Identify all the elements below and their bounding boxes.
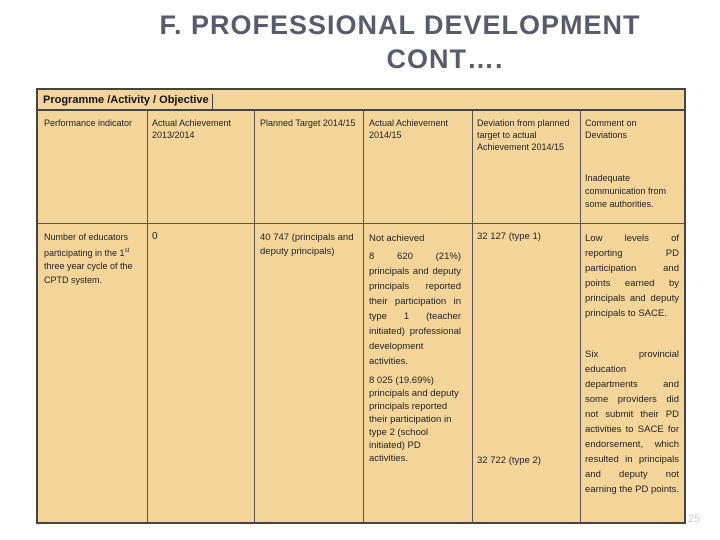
column-divider [363,111,364,522]
actual-2014-type2: 8 025 (19.69%) principals and deputy principals reported their participation in type 2 (school initiated) PD activities. [369,375,459,464]
header-deviation: Deviation from planned target to actual Achievement 2014/15 [477,118,570,152]
planned-target-value: 40 747 (principals and deputy principals) [260,232,354,257]
deviation-table [36,88,686,524]
deviation-type1: 32 127 (type 1) [477,231,541,242]
header-planned-target: Planned Target 2014/15 [260,118,356,128]
row-divider [38,223,684,224]
header-performance-indicator: Performance indicator [44,118,133,128]
page-title [120,8,680,76]
actual-2014-type1: 8 620 (21%) principals and deputy principals reported their participation in type 1 (teacher initiated) professional development activities. [369,251,461,367]
comment-reporting: Low levels of reporting PD participation and points earned by principals and deputy principals to SACE. [585,233,679,319]
column-divider [580,111,581,522]
title-line-2: CONT…. [386,44,504,74]
comment-submission: Six provincial education departments and some providers did not submit their PD activities to SACE for endorsement, which resulted in principals and deputy not earning the PD points. [585,349,680,495]
slide-number: 25 [688,513,701,525]
actual-2014-cell [369,231,461,465]
indicator-cell: Number of educators participating in the 1st three year cycle of the CPTD system. [44,232,133,285]
row1-comment: Inadequate communication from some authorities. [585,173,667,209]
header-actual-2014: Actual Achievement 2014/15 [369,118,449,140]
title-line-1: F. PROFESSIONAL DEVELOPMENT [159,10,641,40]
header-comment: Comment on Deviations [585,118,637,140]
header-actual-2013: Actual Achievement 2013/2014 [152,118,232,140]
deviation-type2: 32 722 (type 2) [477,455,541,466]
column-divider [147,111,148,522]
section-header: Programme /Activity / Objective [38,90,684,111]
actual-2014-status: Not achieved [369,233,425,244]
actual-2013-value: 0 [152,231,158,242]
column-divider [472,111,473,522]
column-divider [254,111,255,522]
